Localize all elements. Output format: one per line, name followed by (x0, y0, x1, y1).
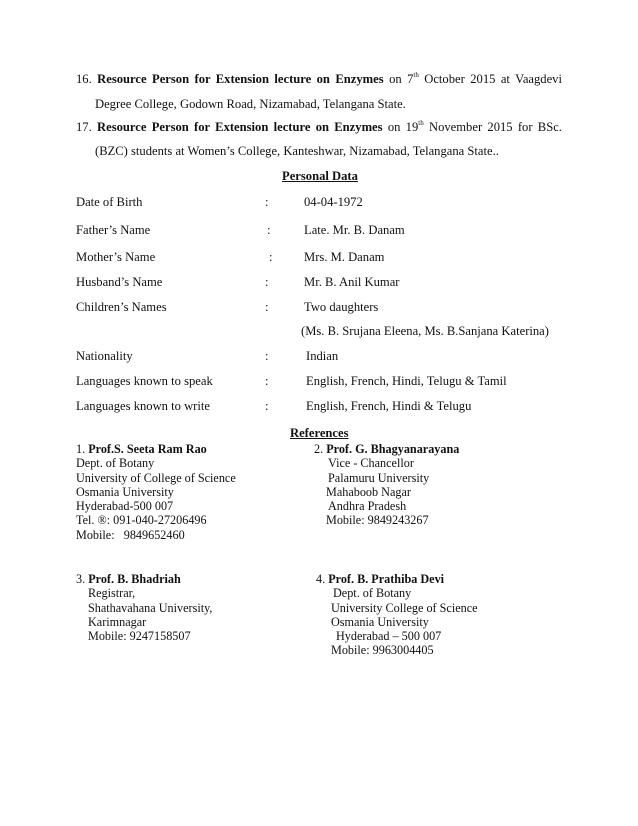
reference-1-title: 1. Prof.S. Seeta Ram Rao (76, 442, 207, 456)
separator: : (265, 399, 269, 413)
value-husbands-name: Mr. B. Anil Kumar (304, 275, 400, 289)
label-languages-speak: Languages known to speak (76, 374, 213, 388)
references-heading: References (290, 426, 349, 440)
reference-4-line: University College of Science (331, 600, 478, 615)
reference-1-line: University of College of Science (76, 470, 236, 485)
reference-2-line: Mobile: 9849243267 (326, 513, 429, 528)
separator: : (265, 275, 269, 289)
reference-1-line: Mobile: 9849652460 (76, 527, 185, 542)
reference-1-line: Osmania University (76, 484, 174, 499)
reference-4-line: Osmania University (331, 614, 429, 629)
label-fathers-name: Father’s Name (76, 223, 151, 237)
reference-4-line: Dept. of Botany (333, 586, 412, 601)
reference-3-line: Registrar, (88, 586, 136, 601)
reference-4-title: 4. Prof. B. Prathiba Devi (316, 572, 445, 586)
label-nationality: Nationality (76, 349, 133, 363)
reference-3 (76, 572, 212, 643)
separator: : (265, 349, 269, 363)
value-fathers-name: Late. Mr. B. Danam (304, 223, 405, 237)
reference-1-line: Hyderabad-500 007 (76, 499, 174, 514)
reference-3-title: 3. Prof. B. Bhadriah (76, 572, 181, 586)
value-date-of-birth: 04-04-1972 (304, 195, 363, 209)
reference-2-line: Andhra Pradesh (328, 499, 407, 514)
item-16-line-2: Degree College, Godown Road, Nizamabad, Telangana State. (95, 97, 406, 111)
value-languages-write: English, French, Hindi & Telugu (306, 399, 472, 413)
reference-4-line: Hyderabad – 500 007 (336, 629, 442, 644)
label-husbands-name: Husband’s Name (76, 275, 163, 289)
label-date-of-birth: Date of Birth (76, 195, 143, 209)
reference-3-line: Mobile: 9247158507 (88, 629, 191, 644)
value-children-detail: (Ms. B. Srujana Eleena, Ms. B.Sanjana Katerina) (301, 324, 549, 338)
separator: : (265, 374, 269, 388)
reference-1-line: Dept. of Botany (76, 456, 155, 471)
label-mothers-name: Mother’s Name (76, 250, 156, 264)
reference-2-line: Mahaboob Nagar (326, 484, 411, 499)
value-languages-speak: English, French, Hindi, Telugu & Tamil (306, 374, 507, 388)
separator: : (265, 300, 269, 314)
reference-2-title: 2. Prof. G. Bhagyanarayana (314, 442, 460, 456)
value-childrens-names: Two daughters (304, 300, 379, 314)
item-17-line-1: 17. Resource Person for Extension lecture on Enzymes on 19th November 2015 for BSc. (76, 119, 562, 134)
separator: : (269, 250, 273, 264)
reference-1 (76, 442, 236, 542)
value-mothers-name: Mrs. M. Danam (304, 250, 385, 264)
item-17-line-2: (BZC) students at Women’s College, Kanteshwar, Nizamabad, Telangana State.. (95, 144, 499, 158)
label-childrens-names: Children’s Names (76, 300, 167, 314)
separator: : (265, 195, 269, 209)
separator: : (267, 223, 271, 237)
reference-2-line: Palamuru University (328, 470, 430, 485)
value-nationality: Indian (306, 349, 339, 363)
reference-3-line: Karimnagar (88, 614, 147, 629)
label-languages-write: Languages known to write (76, 399, 210, 413)
reference-2-line: Vice - Chancellor (328, 456, 414, 471)
reference-4 (316, 572, 478, 658)
item-16-line-1: 16. Resource Person for Extension lecture on Enzymes on 7th October 2015 at Vaagdevi (76, 71, 562, 86)
reference-3-line: Shathavahana University, (88, 600, 213, 615)
reference-1-line: Tel. ®: 091-040-27206496 (76, 513, 207, 528)
personal-data-heading: Personal Data (282, 169, 358, 183)
reference-2 (314, 442, 459, 528)
reference-4-line: Mobile: 9963004405 (331, 643, 434, 658)
